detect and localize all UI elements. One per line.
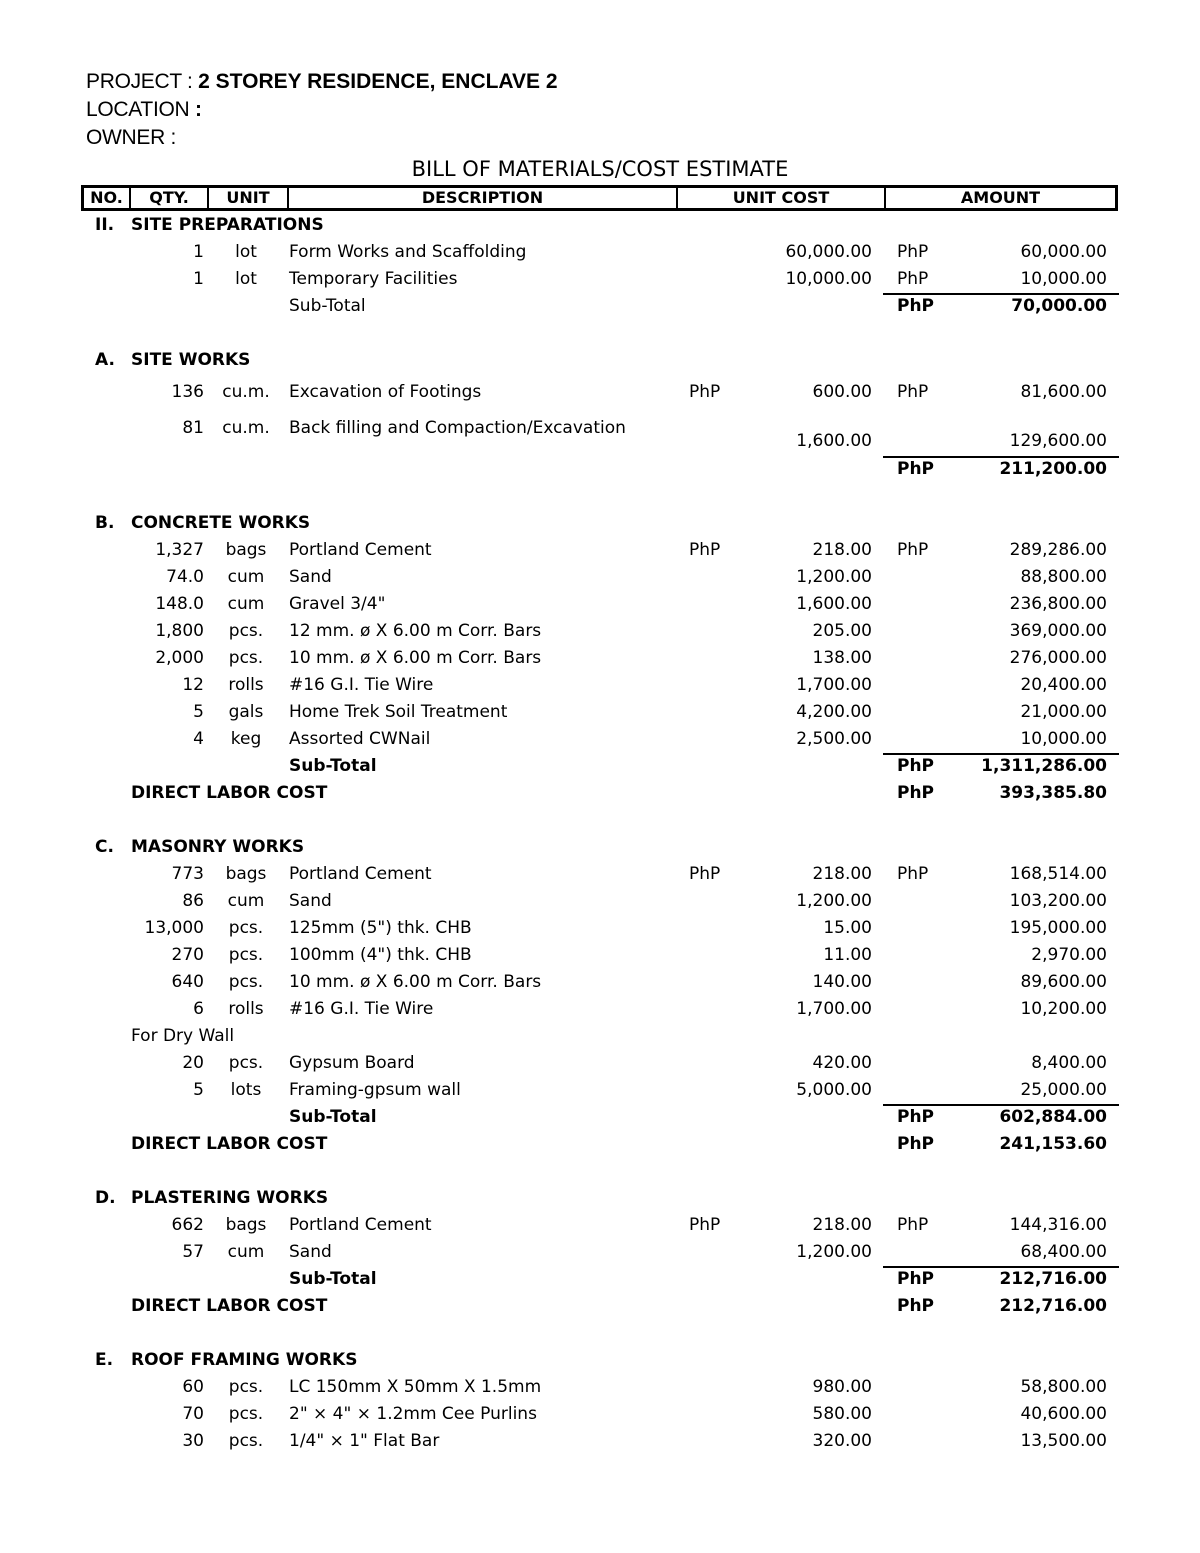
unit-cell: lots	[230, 1080, 262, 1100]
unit-cell: cum	[227, 594, 265, 614]
col-no-header: NO.	[84, 188, 131, 208]
section-number: E.	[95, 1350, 114, 1370]
qty-cell: 57	[182, 1242, 204, 1262]
col-amount-header: AMOUNT	[960, 188, 1041, 207]
description-cell: Excavation of Footings	[289, 382, 482, 402]
description-cell: Gypsum Board	[289, 1053, 415, 1073]
location-colon: :	[194, 98, 202, 121]
direct-labor-label: DIRECT LABOR COST	[131, 1296, 328, 1316]
unit-cost-cell: 1,200.00	[796, 1242, 872, 1262]
unit-cost-cell: 140.00	[812, 972, 872, 992]
location-label: LOCATION	[86, 98, 195, 121]
unit-cell: cum	[227, 891, 265, 911]
unit-cell: lot	[235, 242, 257, 262]
currency-label: PhP	[897, 269, 929, 289]
section-title: MASONRY WORKS	[131, 837, 305, 857]
qty-cell: 12	[182, 675, 204, 695]
unit-cell: keg	[230, 729, 262, 749]
amount-cell: 40,600.00	[1020, 1404, 1107, 1424]
unit-cell: cu.m.	[222, 382, 270, 402]
description-cell: Portland Cement	[289, 864, 432, 884]
amount-cell: 103,200.00	[1009, 891, 1107, 911]
description-cell: Temporary Facilities	[289, 269, 458, 289]
subtotal-label: Sub-Total	[289, 1269, 377, 1289]
section-number: D.	[95, 1188, 116, 1208]
owner-line	[86, 126, 176, 150]
subtotal-amount: 211,200.00	[999, 459, 1107, 479]
description-cell: LC 150mm X 50mm X 1.5mm	[289, 1377, 542, 1397]
description-cell: 10 mm. ø X 6.00 m Corr. Bars	[289, 972, 542, 992]
currency-label: PhP	[897, 296, 935, 316]
unit-cost-cell: 218.00	[812, 540, 872, 560]
section-title: CONCRETE WORKS	[131, 513, 311, 533]
unit-cell: lot	[235, 269, 257, 289]
section-number: A.	[95, 350, 115, 370]
subtotal-amount: 1,311,286.00	[981, 756, 1107, 776]
subtotal-amount: 212,716.00	[999, 1269, 1107, 1289]
unit-cell: rolls	[228, 999, 264, 1019]
unit-cell: pcs.	[228, 945, 264, 965]
amount-cell: 81,600.00	[1020, 382, 1107, 402]
currency-label: PhP	[689, 864, 721, 884]
direct-labor-label: DIRECT LABOR COST	[131, 1134, 328, 1154]
col-unit-cost-header: UNIT COST	[678, 188, 886, 208]
location-line	[86, 98, 202, 122]
currency-label: PhP	[897, 540, 929, 560]
unit-cell: gals	[228, 702, 264, 722]
description-cell: Framing-gpsum wall	[289, 1080, 461, 1100]
qty-cell: 270	[171, 945, 204, 965]
currency-label: PhP	[689, 1215, 721, 1235]
group-note: For Dry Wall	[131, 1026, 235, 1046]
qty-cell: 60	[182, 1377, 204, 1397]
owner-label: OWNER :	[86, 126, 177, 149]
project-line	[86, 70, 558, 94]
table-header	[81, 185, 1118, 211]
currency-label: PhP	[897, 1134, 935, 1154]
amount-cell: 21,000.00	[1020, 702, 1107, 722]
qty-cell: 74.0	[166, 567, 204, 587]
description-cell: Sand	[289, 567, 332, 587]
section-title: SITE PREPARATIONS	[131, 215, 324, 235]
description-cell: Portland Cement	[289, 540, 432, 560]
amount-cell: 60,000.00	[1020, 242, 1107, 262]
section-number: B.	[95, 513, 115, 533]
amount-cell: 195,000.00	[1009, 918, 1107, 938]
currency-label: PhP	[897, 783, 935, 803]
subtotal-label: Sub-Total	[289, 1107, 377, 1127]
description-cell: Gravel 3/4"	[289, 594, 386, 614]
currency-label: PhP	[897, 1269, 935, 1289]
unit-cell: rolls	[228, 675, 264, 695]
unit-cost-cell: 2,500.00	[796, 729, 872, 749]
description-cell: Sand	[289, 1242, 332, 1262]
unit-cell: pcs.	[228, 1377, 264, 1397]
unit-cost-cell: 1,700.00	[796, 999, 872, 1019]
unit-cost-cell: 580.00	[812, 1404, 872, 1424]
unit-cost-cell: 600.00	[812, 382, 872, 402]
unit-cell: pcs.	[228, 1431, 264, 1451]
qty-cell: 20	[182, 1053, 204, 1073]
direct-labor-amount: 241,153.60	[999, 1134, 1107, 1154]
currency-label: PhP	[897, 242, 929, 262]
unit-cost-cell: 1,200.00	[796, 891, 872, 911]
amount-cell: 236,800.00	[1009, 594, 1107, 614]
unit-cost-cell: 218.00	[812, 1215, 872, 1235]
amount-cell: 89,600.00	[1020, 972, 1107, 992]
qty-cell: 5	[193, 702, 204, 722]
unit-cost-cell: 10,000.00	[785, 269, 872, 289]
currency-label: PhP	[897, 1107, 935, 1127]
currency-label: PhP	[897, 864, 929, 884]
qty-cell: 1,327	[155, 540, 204, 560]
currency-label: PhP	[689, 382, 721, 402]
subtotal-amount: 70,000.00	[1011, 296, 1107, 316]
section-number: II.	[95, 215, 115, 235]
unit-cell: bags	[225, 864, 267, 884]
amount-cell: 13,500.00	[1020, 1431, 1107, 1451]
qty-cell: 640	[171, 972, 204, 992]
unit-cost-cell: 11.00	[823, 945, 872, 965]
currency-label: PhP	[897, 459, 935, 479]
currency-label: PhP	[689, 540, 721, 560]
unit-cost-cell: 980.00	[812, 1377, 872, 1397]
description-cell: #16 G.I. Tie Wire	[289, 999, 434, 1019]
unit-cost-cell: 1,600.00	[796, 431, 872, 451]
currency-label: PhP	[897, 1215, 929, 1235]
unit-cost-cell: 420.00	[812, 1053, 872, 1073]
description-cell: Form Works and Scaffolding	[289, 242, 527, 262]
description-cell: 10 mm. ø X 6.00 m Corr. Bars	[289, 648, 542, 668]
qty-cell: 6	[193, 999, 204, 1019]
amount-cell: 144,316.00	[1009, 1215, 1107, 1235]
unit-cell: bags	[225, 540, 267, 560]
project-value: 2 STOREY RESIDENCE, ENCLAVE 2	[198, 70, 558, 93]
unit-cost-cell: 205.00	[812, 621, 872, 641]
description-cell: 2" × 4" × 1.2mm Cee Purlins	[289, 1404, 537, 1424]
document-title: BILL OF MATERIALS/COST ESTIMATE	[411, 157, 789, 181]
unit-cell: bags	[225, 1215, 267, 1235]
qty-cell: 1	[193, 242, 204, 262]
description-cell: 1/4" × 1" Flat Bar	[289, 1431, 440, 1451]
amount-cell: 25,000.00	[1020, 1080, 1107, 1100]
unit-cell: pcs.	[228, 1404, 264, 1424]
section-title: SITE WORKS	[131, 350, 251, 370]
qty-cell: 1	[193, 269, 204, 289]
unit-cell: pcs.	[228, 648, 264, 668]
unit-cell: pcs.	[228, 1053, 264, 1073]
currency-label: PhP	[897, 382, 929, 402]
amount-cell: 88,800.00	[1020, 567, 1107, 587]
col-description-header: DESCRIPTION	[289, 188, 678, 208]
description-cell: Portland Cement	[289, 1215, 432, 1235]
qty-cell: 86	[182, 891, 204, 911]
subtotal-label: Sub-Total	[289, 756, 377, 776]
unit-cost-cell: 1,200.00	[796, 567, 872, 587]
amount-cell: 8,400.00	[1031, 1053, 1107, 1073]
qty-cell: 4	[193, 729, 204, 749]
unit-cell: pcs.	[228, 972, 264, 992]
unit-cost-cell: 320.00	[812, 1431, 872, 1451]
direct-labor-label: DIRECT LABOR COST	[131, 783, 328, 803]
currency-label: PhP	[897, 1296, 935, 1316]
amount-cell: 369,000.00	[1009, 621, 1107, 641]
subtotal-label: Sub-Total	[289, 296, 366, 316]
description-cell: 12 mm. ø X 6.00 m Corr. Bars	[289, 621, 542, 641]
qty-cell: 81	[182, 418, 204, 438]
section-title: ROOF FRAMING WORKS	[131, 1350, 358, 1370]
amount-cell: 168,514.00	[1009, 864, 1107, 884]
amount-cell: 58,800.00	[1020, 1377, 1107, 1397]
qty-cell: 773	[171, 864, 204, 884]
unit-cost-cell: 1,600.00	[796, 594, 872, 614]
unit-cost-cell: 218.00	[812, 864, 872, 884]
amount-cell: 10,000.00	[1020, 729, 1107, 749]
description-cell: Home Trek Soil Treatment	[289, 702, 508, 722]
qty-cell: 13,000	[144, 918, 204, 938]
description-cell: Sand	[289, 891, 332, 911]
amount-cell: 276,000.00	[1009, 648, 1107, 668]
qty-cell: 662	[171, 1215, 204, 1235]
qty-cell: 1,800	[155, 621, 204, 641]
direct-labor-amount: 393,385.80	[999, 783, 1107, 803]
direct-labor-amount: 212,716.00	[999, 1296, 1107, 1316]
unit-cost-cell: 1,700.00	[796, 675, 872, 695]
unit-cost-cell: 60,000.00	[785, 242, 872, 262]
unit-cost-cell: 15.00	[823, 918, 872, 938]
unit-cell: cum	[227, 567, 265, 587]
unit-cost-cell: 138.00	[812, 648, 872, 668]
amount-cell: 129,600.00	[1009, 431, 1107, 451]
qty-cell: 5	[193, 1080, 204, 1100]
currency-label: PhP	[897, 756, 935, 776]
description-cell: #16 G.I. Tie Wire	[289, 675, 434, 695]
description-cell: 125mm (5") thk. CHB	[289, 918, 472, 938]
unit-cost-cell: 5,000.00	[796, 1080, 872, 1100]
amount-cell: 10,000.00	[1020, 269, 1107, 289]
description-cell: Assorted CWNail	[289, 729, 431, 749]
qty-cell: 70	[182, 1404, 204, 1424]
section-number: C.	[95, 837, 114, 857]
description-cell: 100mm (4") thk. CHB	[289, 945, 472, 965]
col-qty-header: QTY.	[131, 188, 209, 208]
qty-cell: 148.0	[155, 594, 204, 614]
unit-cell: pcs.	[228, 621, 264, 641]
unit-cell: pcs.	[228, 918, 264, 938]
amount-cell: 10,200.00	[1020, 999, 1107, 1019]
qty-cell: 2,000	[155, 648, 204, 668]
description-cell: Back filling and Compaction/Excavation	[289, 418, 626, 438]
unit-cell: cum	[227, 1242, 265, 1262]
section-title: PLASTERING WORKS	[131, 1188, 329, 1208]
qty-cell: 30	[182, 1431, 204, 1451]
amount-cell: 289,286.00	[1009, 540, 1107, 560]
qty-cell: 136	[171, 382, 204, 402]
unit-cost-cell: 4,200.00	[796, 702, 872, 722]
project-label: PROJECT :	[86, 70, 199, 93]
amount-cell: 68,400.00	[1020, 1242, 1107, 1262]
unit-cell: cu.m.	[222, 418, 270, 438]
amount-cell: 2,970.00	[1031, 945, 1107, 965]
subtotal-amount: 602,884.00	[999, 1107, 1107, 1127]
col-unit-header: UNIT	[209, 188, 289, 208]
amount-cell: 20,400.00	[1020, 675, 1107, 695]
